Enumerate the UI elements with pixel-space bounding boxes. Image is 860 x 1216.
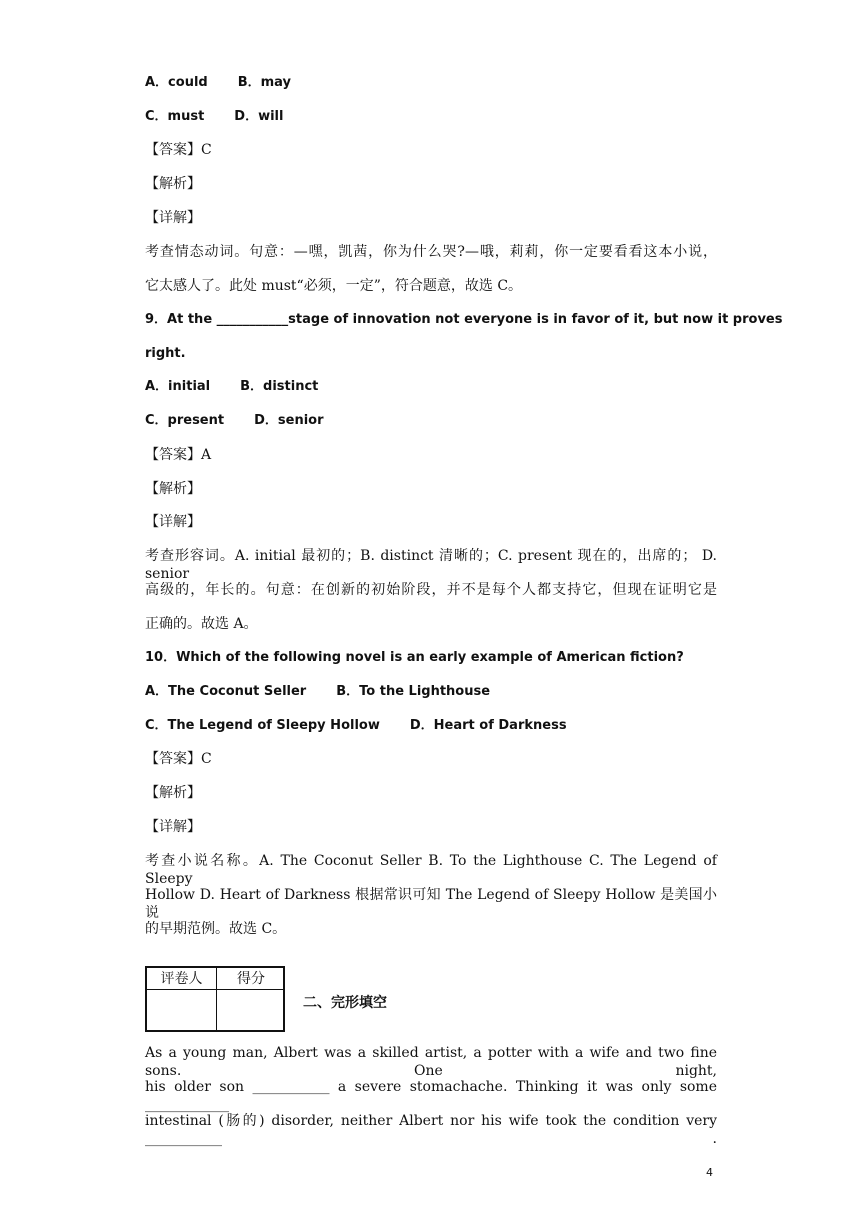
q8-analysis-heading: 【解析】 [145,176,201,192]
cloze-passage-line2: his older son ___________ a severe stomachache. Thinking it was only some ____________ [145,1079,717,1113]
score-table [145,966,285,1032]
q10-option-a: A．The Coconut Seller [145,684,307,699]
q9-stem-line2: right. [145,346,186,361]
q9-analysis-heading: 【解析】 [145,481,201,497]
q10-answer: 【答案】C [145,751,212,767]
page-number: 4 [706,1166,713,1179]
q10-stem: 10．Which of the following novel is an early example of American fiction? [145,650,684,665]
score-table-reviewer-header: 评卷人 [147,968,217,990]
q8-option-d: D．will [234,109,284,124]
q9-option-b: B．distinct [240,379,319,394]
q10-option-c: C．The Legend of Sleepy Hollow [145,718,380,733]
q9-explanation-line1: 考查形容词。A. initial 最初的；B. distinct 清晰的；C. present 现在的，出席的； D. senior [145,548,717,582]
q9-option-d: D．senior [254,413,324,428]
cloze-passage-line1: As a young man, Albert was a skilled artist, a potter with a wife and two fine sons. One night, [145,1045,717,1079]
q9-option-c: C．present [145,413,225,428]
q10-explanation-line2: Hollow D. Heart of Darkness 根据常识可知 The Legend of Sleepy Hollow 是美国小说 [145,887,717,921]
q10-analysis-heading: 【解析】 [145,785,201,801]
q9-detail-heading: 【详解】 [145,514,201,530]
q9-option-a: A．initial [145,379,211,394]
section-title: 二、完形填空 [303,995,387,1011]
q9-explanation-line3: 正确的。故选 A。 [145,616,258,632]
q10-options-cd [145,717,717,735]
q8-detail-heading: 【详解】 [145,210,201,226]
q8-options-cd [145,108,717,126]
q8-option-c: C．must [145,109,205,124]
q9-answer: 【答案】A [145,447,212,463]
q9-options-ab [145,378,717,396]
q10-option-b: B．To the Lighthouse [336,684,491,699]
q10-options-ab [145,683,717,701]
q8-options-ab [145,74,717,92]
cloze-passage-line3: intestinal (肠的) disorder, neither Albert nor his wife took the condition very ___________ . [145,1113,717,1147]
q9-stem-line1: 9．At the ___________stage of innovation not everyone is in favor of it, but now it proves [145,312,783,327]
q8-explanation-line1: 考查情态动词。句意：—嘿，凯茜，你为什么哭?—哦，莉莉，你一定要看看这本小说， [145,244,717,260]
q9-explanation-line2: 高级的，年长的。句意：在创新的初始阶段，并不是每个人都支持它，但现在证明它是 [145,582,717,598]
q8-answer: 【答案】C [145,142,212,158]
score-table-reviewer-cell [147,990,217,1032]
q10-option-d: D．Heart of Darkness [409,718,567,733]
q10-explanation-line1: 考查小说名称。A. The Coconut Seller B. To the Lighthouse C. The Legend of Sleepy [145,853,717,887]
score-table-score-header: 得分 [217,968,285,990]
score-table-score-cell [217,990,285,1032]
q10-detail-heading: 【详解】 [145,819,201,835]
q8-explanation-line2: 它太感人了。此处 must“必须，一定”，符合题意，故选 C。 [145,278,523,294]
q10-explanation-line3: 的早期范例。故选 C。 [145,921,287,937]
q9-options-cd [145,412,717,430]
q8-option-b: B．may [237,75,292,90]
q8-option-a: A．could [145,75,208,90]
